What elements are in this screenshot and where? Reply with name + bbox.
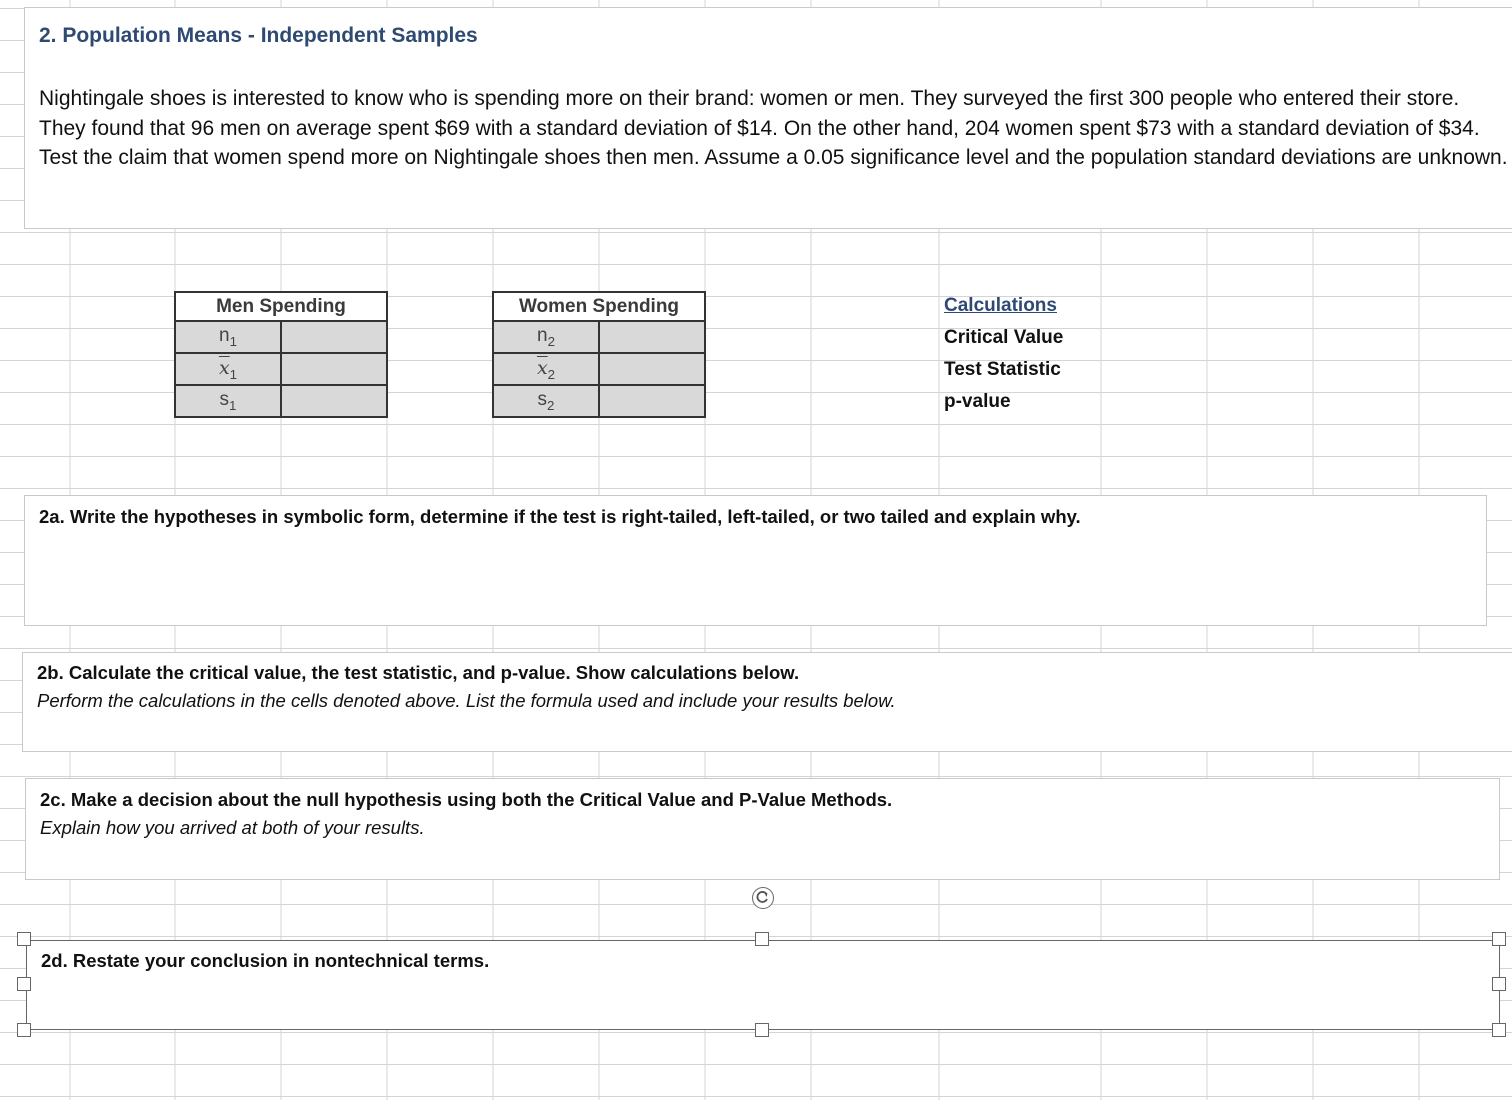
men-xbar-cell[interactable] (281, 353, 387, 385)
resize-handle-top-center[interactable] (755, 932, 769, 946)
rotate-handle-icon[interactable] (752, 887, 774, 909)
women-s-cell[interactable] (599, 385, 705, 417)
men-n-cell[interactable] (281, 321, 387, 353)
men-spending-table (174, 291, 388, 418)
question-2b-note: Perform the calculations in the cells denoted above. List the formula used and include your results below. (37, 690, 896, 711)
question-2c-text: 2c. Make a decision about the null hypothesis using both the Critical Value and P-Value Methods. (40, 789, 893, 810)
question-2a-textbox[interactable] (24, 495, 1487, 626)
question-2d-textbox[interactable] (26, 940, 1500, 1030)
men-n-label: $n_1$ (175, 321, 281, 353)
resize-handle-middle-left[interactable] (17, 977, 31, 991)
women-spending-header: Women Spending (493, 292, 705, 321)
women-xbar-cell[interactable] (599, 353, 705, 385)
test-statistic-label: Test Statistic (944, 359, 1061, 380)
resize-handle-middle-right[interactable] (1492, 977, 1506, 991)
men-s-label: $s_1$ (175, 385, 281, 417)
women-n-cell[interactable] (599, 321, 705, 353)
women-xbar-label: $\overline{x}_2$ (493, 353, 599, 385)
question-2a-text: 2a. Write the hypotheses in symbolic form, determine if the test is right-tailed, left-tailed, or two tailed and explain why. (39, 506, 1081, 527)
resize-handle-top-right[interactable] (1492, 932, 1506, 946)
resize-handle-top-left[interactable] (17, 932, 31, 946)
women-s-label: $s_2$ (493, 385, 599, 417)
problem-title: 2. Population Means - Independent Samples (39, 24, 478, 47)
men-s-cell[interactable] (281, 385, 387, 417)
resize-handle-bottom-left[interactable] (17, 1023, 31, 1037)
question-2c-note: Explain how you arrived at both of your results. (40, 817, 425, 838)
women-n-label: $n_2$ (493, 321, 599, 353)
resize-handle-bottom-right[interactable] (1492, 1023, 1506, 1037)
men-xbar-label: $\overline{x}_1$ (175, 353, 281, 385)
women-spending-table (492, 291, 706, 418)
calculations-heading[interactable]: Calculations (944, 295, 1057, 316)
critical-value-label: Critical Value (944, 327, 1064, 348)
question-2b-textbox[interactable] (22, 652, 1512, 752)
resize-handle-bottom-center[interactable] (755, 1023, 769, 1037)
question-2d-text: 2d. Restate your conclusion in nontechnical terms. (41, 950, 490, 971)
question-2c-textbox[interactable] (25, 778, 1500, 880)
question-2b-text: 2b. Calculate the critical value, the test statistic, and p-value. Show calculations below. (37, 662, 800, 683)
problem-text: Nightingale shoes is interested to know who is spending more on their brand: women or men. They surveyed the first 300 people who entered their store. They found that 96 men on average spent $69 with a standard deviation of $14. On the other hand, 204 women spent $73 with a standard deviation of $34. Test the claim that women spend more on Nightingale shoes then men. Assume a 0.05 significance level and the population standard deviations are unknown. (39, 87, 1508, 169)
men-spending-header: Men Spending (175, 292, 387, 321)
problem-textbox[interactable] (24, 7, 1512, 229)
p-value-label: p-value (944, 391, 1011, 412)
